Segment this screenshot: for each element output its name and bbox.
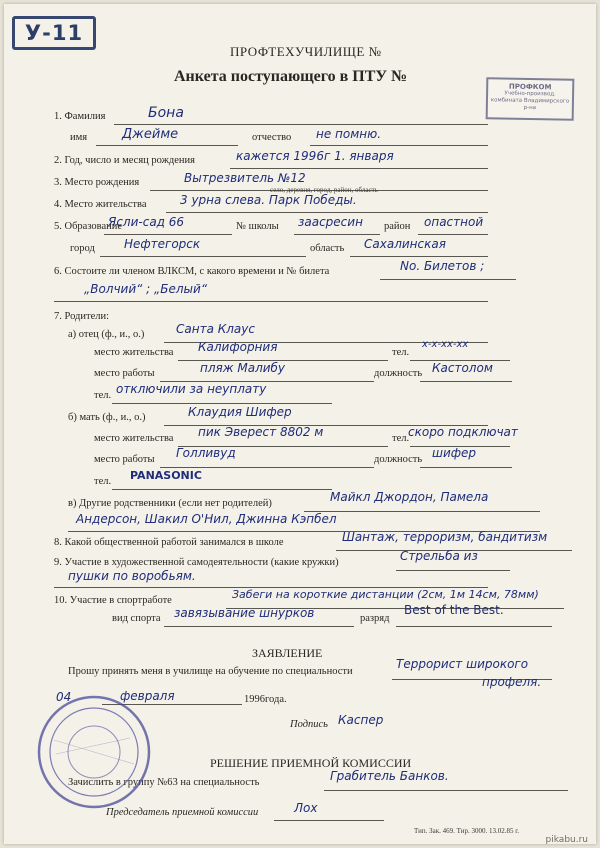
label-father-position: должность (374, 368, 423, 379)
form-code-tag (12, 16, 96, 50)
label-mother-work: место работы (94, 454, 155, 465)
line-komsomol-2 (54, 301, 488, 302)
value-amateur-2: пушки по воробьям. (68, 569, 196, 583)
value-specialty-2: профеля. (482, 675, 542, 689)
value-birth-date: кажется 1996г 1. января (236, 149, 394, 163)
label-birth-place: 3. Место рождения (54, 177, 140, 188)
value-decision: Грабитель Банков. (330, 769, 449, 783)
value-district: опастной (424, 215, 484, 229)
label-father-residence: место жительства (94, 347, 174, 358)
value-relatives-1: Майкл Джордон, Памела (330, 490, 489, 504)
trade-union-stamp (486, 77, 575, 121)
stamp-text: Учебно-производ. комбината Владимирского р-на (490, 90, 570, 112)
decision-text: Зачислить в группу №63 на специальность (68, 777, 260, 788)
value-region: Сахалинская (364, 237, 446, 251)
value-father-residence: Калифорния (198, 340, 278, 354)
value-mother-position: шифер (432, 446, 477, 460)
label-city: город (70, 243, 95, 254)
value-signature: Каспер (338, 713, 384, 727)
label-father-work-phone: тел. (94, 390, 112, 401)
value-mother-phone: скоро подключат (408, 425, 518, 439)
value-sport-rank: Best of the Best. (404, 603, 504, 617)
label-parents: 7. Родители: (54, 311, 110, 322)
line-mother-work (160, 467, 374, 468)
value-residence: 3 урна слева. Парк Победы. (180, 193, 357, 207)
value-father-phone: х-х-хх-хх (422, 339, 469, 350)
value-mother-work: Голливуд (176, 446, 236, 460)
value-specialty-1: Террорист широкого (396, 657, 529, 671)
label-signature: Подпись (290, 719, 328, 730)
label-amateur: 9. Участие в художественной самодеятельности (какие кружки) (54, 557, 339, 568)
decision-heading: РЕШЕНИЕ ПРИЕМНОЙ КОМИССИИ (210, 756, 412, 770)
line-residence (166, 212, 488, 213)
label-komsomol: 6. Состоите ли членом ВЛКСМ, с какого времени и № билета (54, 266, 330, 277)
value-surname: Бона (148, 105, 184, 121)
value-date-month: февраля (120, 689, 175, 703)
line-relatives-1 (304, 511, 540, 512)
label-mother-residence: место жительства (94, 433, 174, 444)
label-name: имя (70, 132, 88, 143)
line-chairman (274, 820, 384, 821)
label-social-work: 8. Какой общественной работой занимался в школе (54, 537, 284, 548)
line-district (418, 234, 488, 235)
value-komsomol-1: No. Билетов ; (400, 259, 485, 273)
questionnaire-form (4, 4, 596, 844)
value-sport-type: завязывание шнурков (174, 606, 315, 620)
value-amateur-1: Стрельба из (400, 549, 478, 563)
line-amateur-1 (396, 570, 510, 571)
label-residence: 4. Место жительства (54, 199, 147, 210)
line-education (104, 234, 232, 235)
value-name: Джейме (122, 127, 179, 142)
line-school-no (294, 234, 380, 235)
hint-settlement: село, деревня, город, район, область (270, 186, 378, 194)
line-birth-date (230, 168, 488, 169)
form-code-text: У-11 (24, 21, 84, 45)
label-mother-phone: тел. (392, 433, 410, 444)
line-sport-rank (396, 626, 552, 627)
form-title: Анкета поступающего в ПТУ № (174, 68, 408, 85)
value-father-position: Кастолом (432, 361, 493, 375)
value-date-year: 1996года. (244, 694, 287, 705)
line-patronymic (310, 145, 488, 146)
label-father: а) отец (ф., и., о.) (68, 329, 145, 340)
line-sport-type (164, 626, 354, 627)
label-school-no: № школы (236, 221, 279, 232)
value-father-work: пляж Малибу (200, 361, 286, 375)
round-seal (34, 692, 154, 812)
value-mother-residence: пик Эверест 8802 м (198, 425, 324, 439)
label-surname: 1. Фамилия (54, 111, 106, 122)
label-chairman: Председатель приемной комиссии (106, 807, 259, 818)
source-watermark: pikabu.ru (545, 835, 588, 844)
label-father-work: место работы (94, 368, 155, 379)
label-education: 5. Образование (54, 221, 123, 232)
line-mother-work-phone (112, 489, 332, 490)
value-education: Ясли-сад 66 (108, 215, 185, 229)
label-sports: 10. Участие в спортработе (54, 595, 172, 606)
stamp-title: ПРОФКОМ (508, 82, 552, 92)
line-name (96, 145, 238, 146)
line-mother-position (420, 467, 512, 468)
value-chairman: Лох (294, 801, 318, 815)
line-father-position (420, 381, 512, 382)
label-mother-work-phone: тел. (94, 476, 112, 487)
label-sport-type: вид спорта (112, 613, 161, 624)
value-date-day: 04 (56, 690, 72, 704)
label-father-phone: тел. (392, 347, 410, 358)
line-region (350, 256, 488, 257)
value-father: Санта Клаус (176, 322, 255, 336)
label-relatives: в) Другие родственники (если нет родителей) (68, 498, 272, 509)
print-info: Тип. Зак. 469. Тир. 3000. 13.02.85 г. (414, 827, 520, 835)
school-heading: ПРОФТЕХУЧИЛИЩЕ № (230, 44, 382, 59)
label-sport-rank: разряд (360, 613, 390, 624)
value-father-work-phone: отключили за неуплату (116, 382, 267, 396)
value-komsomol-2: „Волчий“ ; „Белый“ (84, 282, 208, 296)
line-father-work-phone (112, 403, 332, 404)
statement-text: Прошу принять меня в училище на обучение по специальности (68, 666, 353, 677)
value-mother-work-phone: PANASONIC (130, 469, 202, 482)
value-patronymic: не помню. (316, 127, 382, 141)
value-school-no: заасресин (298, 215, 363, 229)
value-sports: Забеги на короткие дистанции (2см, 1м 14см, 78мм) (232, 588, 539, 601)
line-city (100, 256, 306, 257)
value-relatives-2: Андерсон, Шакил О'Нил, Джинна Кэпбел (76, 512, 337, 526)
line-surname (114, 124, 488, 125)
label-region: область (310, 243, 345, 254)
label-birth-date: 2. Год, число и месяц рождения (54, 155, 195, 166)
value-birth-place: Вытрезвитель №12 (184, 171, 306, 185)
value-city: Нефтегорск (124, 237, 201, 251)
label-mother: б) мать (ф., и., о.) (68, 412, 146, 423)
line-komsomol-1 (380, 279, 516, 280)
statement-heading: ЗАЯВЛЕНИЕ (252, 646, 323, 660)
label-district: район (384, 221, 411, 232)
value-social-work: Шантаж, терроризм, бандитизм (342, 530, 548, 544)
line-decision (324, 790, 568, 791)
label-mother-position: должность (374, 454, 423, 465)
label-patronymic: отчество (252, 132, 292, 143)
value-mother: Клаудия Шифер (188, 405, 292, 419)
